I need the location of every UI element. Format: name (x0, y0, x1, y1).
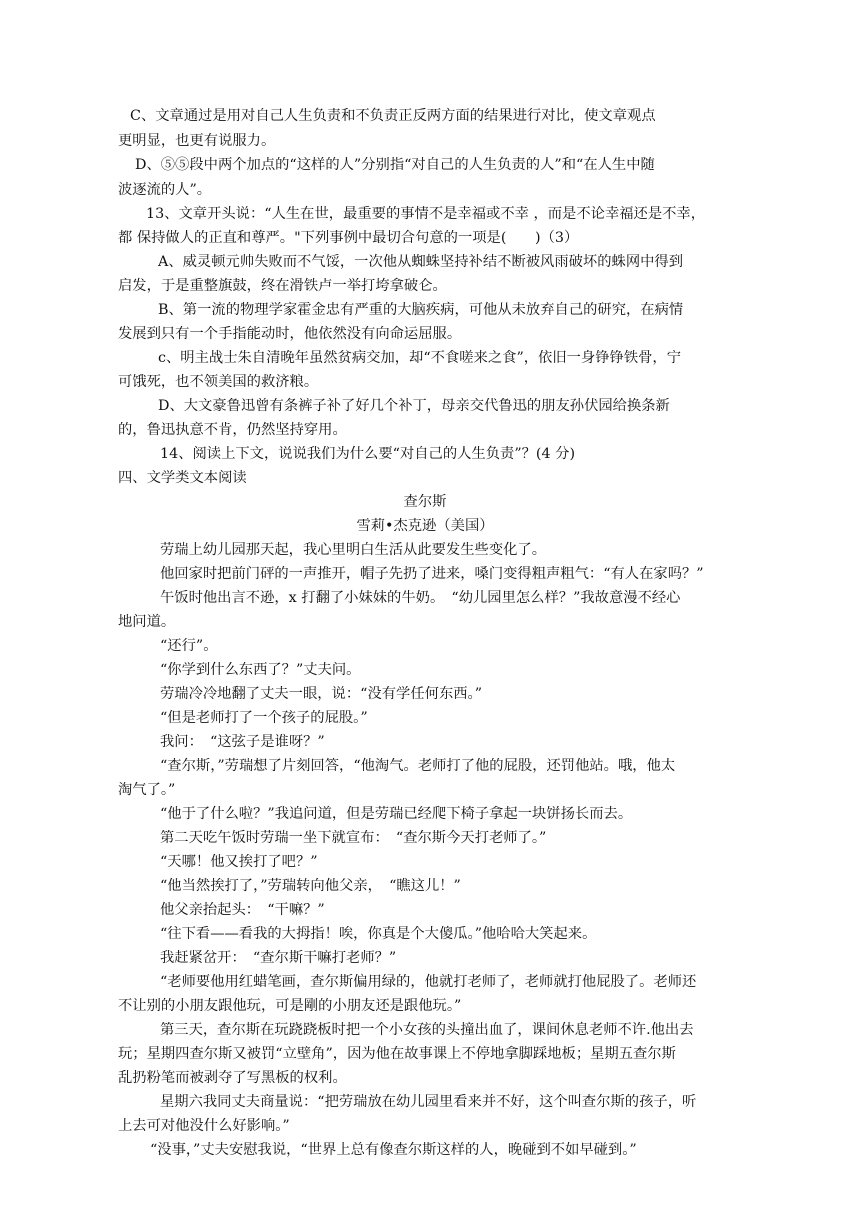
story-paragraph: “你学到什么东西了？”丈夫问。 (160, 662, 361, 678)
q13-choice-c-line2: 可饿死，也不领美国的救济粮。 (118, 374, 319, 390)
story-paragraph: 他回家时把前门砰的一声推开，帽子先扔了进来，嗓门变得粗声粗气：“有人在家吗？” (160, 566, 704, 582)
story-title: 查尔斯 (403, 494, 447, 510)
story-paragraph: 我赶紧岔开： “查尔斯干嘛打老师？” (160, 950, 397, 966)
story-paragraph: “老师要他用红蜡笔画，查尔斯偏用绿的，他就打老师了，老师就打他屁股了。老师还 (160, 974, 697, 990)
story-paragraph: “但是老师打了一个孩子的屁股。” (160, 710, 368, 726)
q13-choice-c-line1: c、明主战士朱自清晚年虽然贫病交加，却“不食嗟来之食”，依旧一身铮铮铁骨，宁 (158, 350, 682, 366)
q13-choice-b-line1: B、第一流的物理学家霍金忠有严重的大脑疾病，可他从未放弃自己的研究，在病情 (158, 302, 684, 318)
option-d-line1: D、⑤⑤段中两个加点的“这样的人”分别指“对自己的人生负责的人”和“在人生中随 (135, 157, 655, 173)
story-paragraph: 劳瑞上幼儿园那天起，我心里明白生活从此要发生些变化了。 (160, 542, 547, 558)
story-paragraph: “他当然挨打了，”劳瑞转向他父亲， “瞧这儿！” (160, 878, 461, 894)
story-paragraph-cont: 淘气了。” (118, 782, 176, 798)
story-paragraph-cont: 玩；星期四查尔斯又被罚“立壁角”，因为他在故事课上不停地拿脚踩地板；星期五查尔斯 (118, 1046, 676, 1062)
story-paragraph: 我问： “这弦子是谁呀？” (160, 734, 325, 750)
story-paragraph-cont: 不让别的小朋友跟他玩，可是剛的小朋友还是跟他玩。” (118, 998, 462, 1014)
question-14: 14、阅读上下文，说说我们为什么要“对自己的人生负责”？(4 分) (160, 446, 576, 462)
option-c-line1: C、文章通过是用对自己人生负责和不负责正反两方面的结果进行对比，使文章观点 (130, 108, 656, 124)
q13-choice-d-line2: 的，鲁迅执意不肯，仍然坚持穿用。 (118, 422, 347, 438)
option-c-line2: 更明显，也更有说服力。 (118, 133, 276, 149)
option-d-line2: 波逐流的人”。 (118, 182, 212, 198)
story-paragraph: “没事，”丈夫安慰我说，“世界上总有像查尔斯这样的人，晚碰到不如早碰到。” (150, 1142, 637, 1158)
story-paragraph: “往下看——看我的大拇指！唉，你真是个大傻瓜。”他哈哈大笑起来。 (160, 926, 597, 942)
q13-choice-a-line2: 启发，于是重整旗鼓，终在滑铁卢一举打垮拿破仑。 (118, 278, 447, 294)
story-paragraph: “天哪！他又挨打了吧？” (160, 854, 318, 870)
q13-line2: 都 保持做人的正直和尊严。"下列事例中最切合句意的一项是( )（3） (118, 230, 579, 246)
story-paragraph: 第二天吃午饭时劳瑞一坐下就宣布： “查尔斯今天打老师了。” (160, 830, 547, 846)
q13-choice-b-line2: 发展到只有一个手指能动时，他依然没有向命运屈服。 (118, 326, 462, 342)
story-author: 雪莉•杰克逊（美国） (356, 518, 494, 534)
section-heading: 四、文学类文本阅读 (118, 470, 247, 486)
story-paragraph: 他父亲抬起头： “干嘛？” (160, 902, 325, 918)
story-paragraph: “查尔斯，”劳瑞想了片刻回答，“他淘气。老师打了他的屁股，还罚他站。哦，他太 (160, 758, 676, 774)
story-paragraph: 第三天，查尔斯在玩跷跷板时把一个小女孩的头撞出血了，课间休息老师不许.他出去 (160, 1022, 694, 1038)
story-paragraph: 午饭时他出言不逊，x 打翻了小妹妹的牛奶。 “幼儿园里怎么样？”我故意漫不经心 (160, 590, 681, 606)
q13-choice-d-line1: D、大文豪鲁迅曾有条裤子补了好几个补丁，母亲交代鲁迅的朋友孙伏园给换条新 (158, 398, 670, 414)
story-paragraph: 劳瑞冷冷地翻了丈夫一眼，说：“没有学任何东西。” (160, 686, 482, 702)
story-paragraph-cont: 上去可对他没什么好影响。” (118, 1118, 290, 1134)
story-paragraph: 星期六我同丈夫商量说：“把劳瑞放在幼儿园里看来并不好，这个叫查尔斯的孩子，听 (160, 1094, 697, 1110)
story-paragraph: “他于了什么啦？”我追问道，但是劳瑞已经爬下椅子拿起一块饼扬长而去。 (160, 806, 633, 822)
story-paragraph-cont: 地问道。 (118, 614, 176, 630)
story-paragraph: “还行”。 (160, 638, 218, 654)
story-paragraph-cont: 乱扔粉笔而被剥夺了写黑板的权利。 (118, 1070, 347, 1086)
q13-choice-a-line1: A、威灵顿元帅失败而不气馁，一次他从蜘蛛坚持补结不断被风雨破坏的蛛网中得到 (158, 254, 684, 270)
q13-line1: 13、文章开头说：“人生在世，最重要的事情不是幸福或不幸 ，而是不论幸福还是不幸， (146, 206, 706, 222)
